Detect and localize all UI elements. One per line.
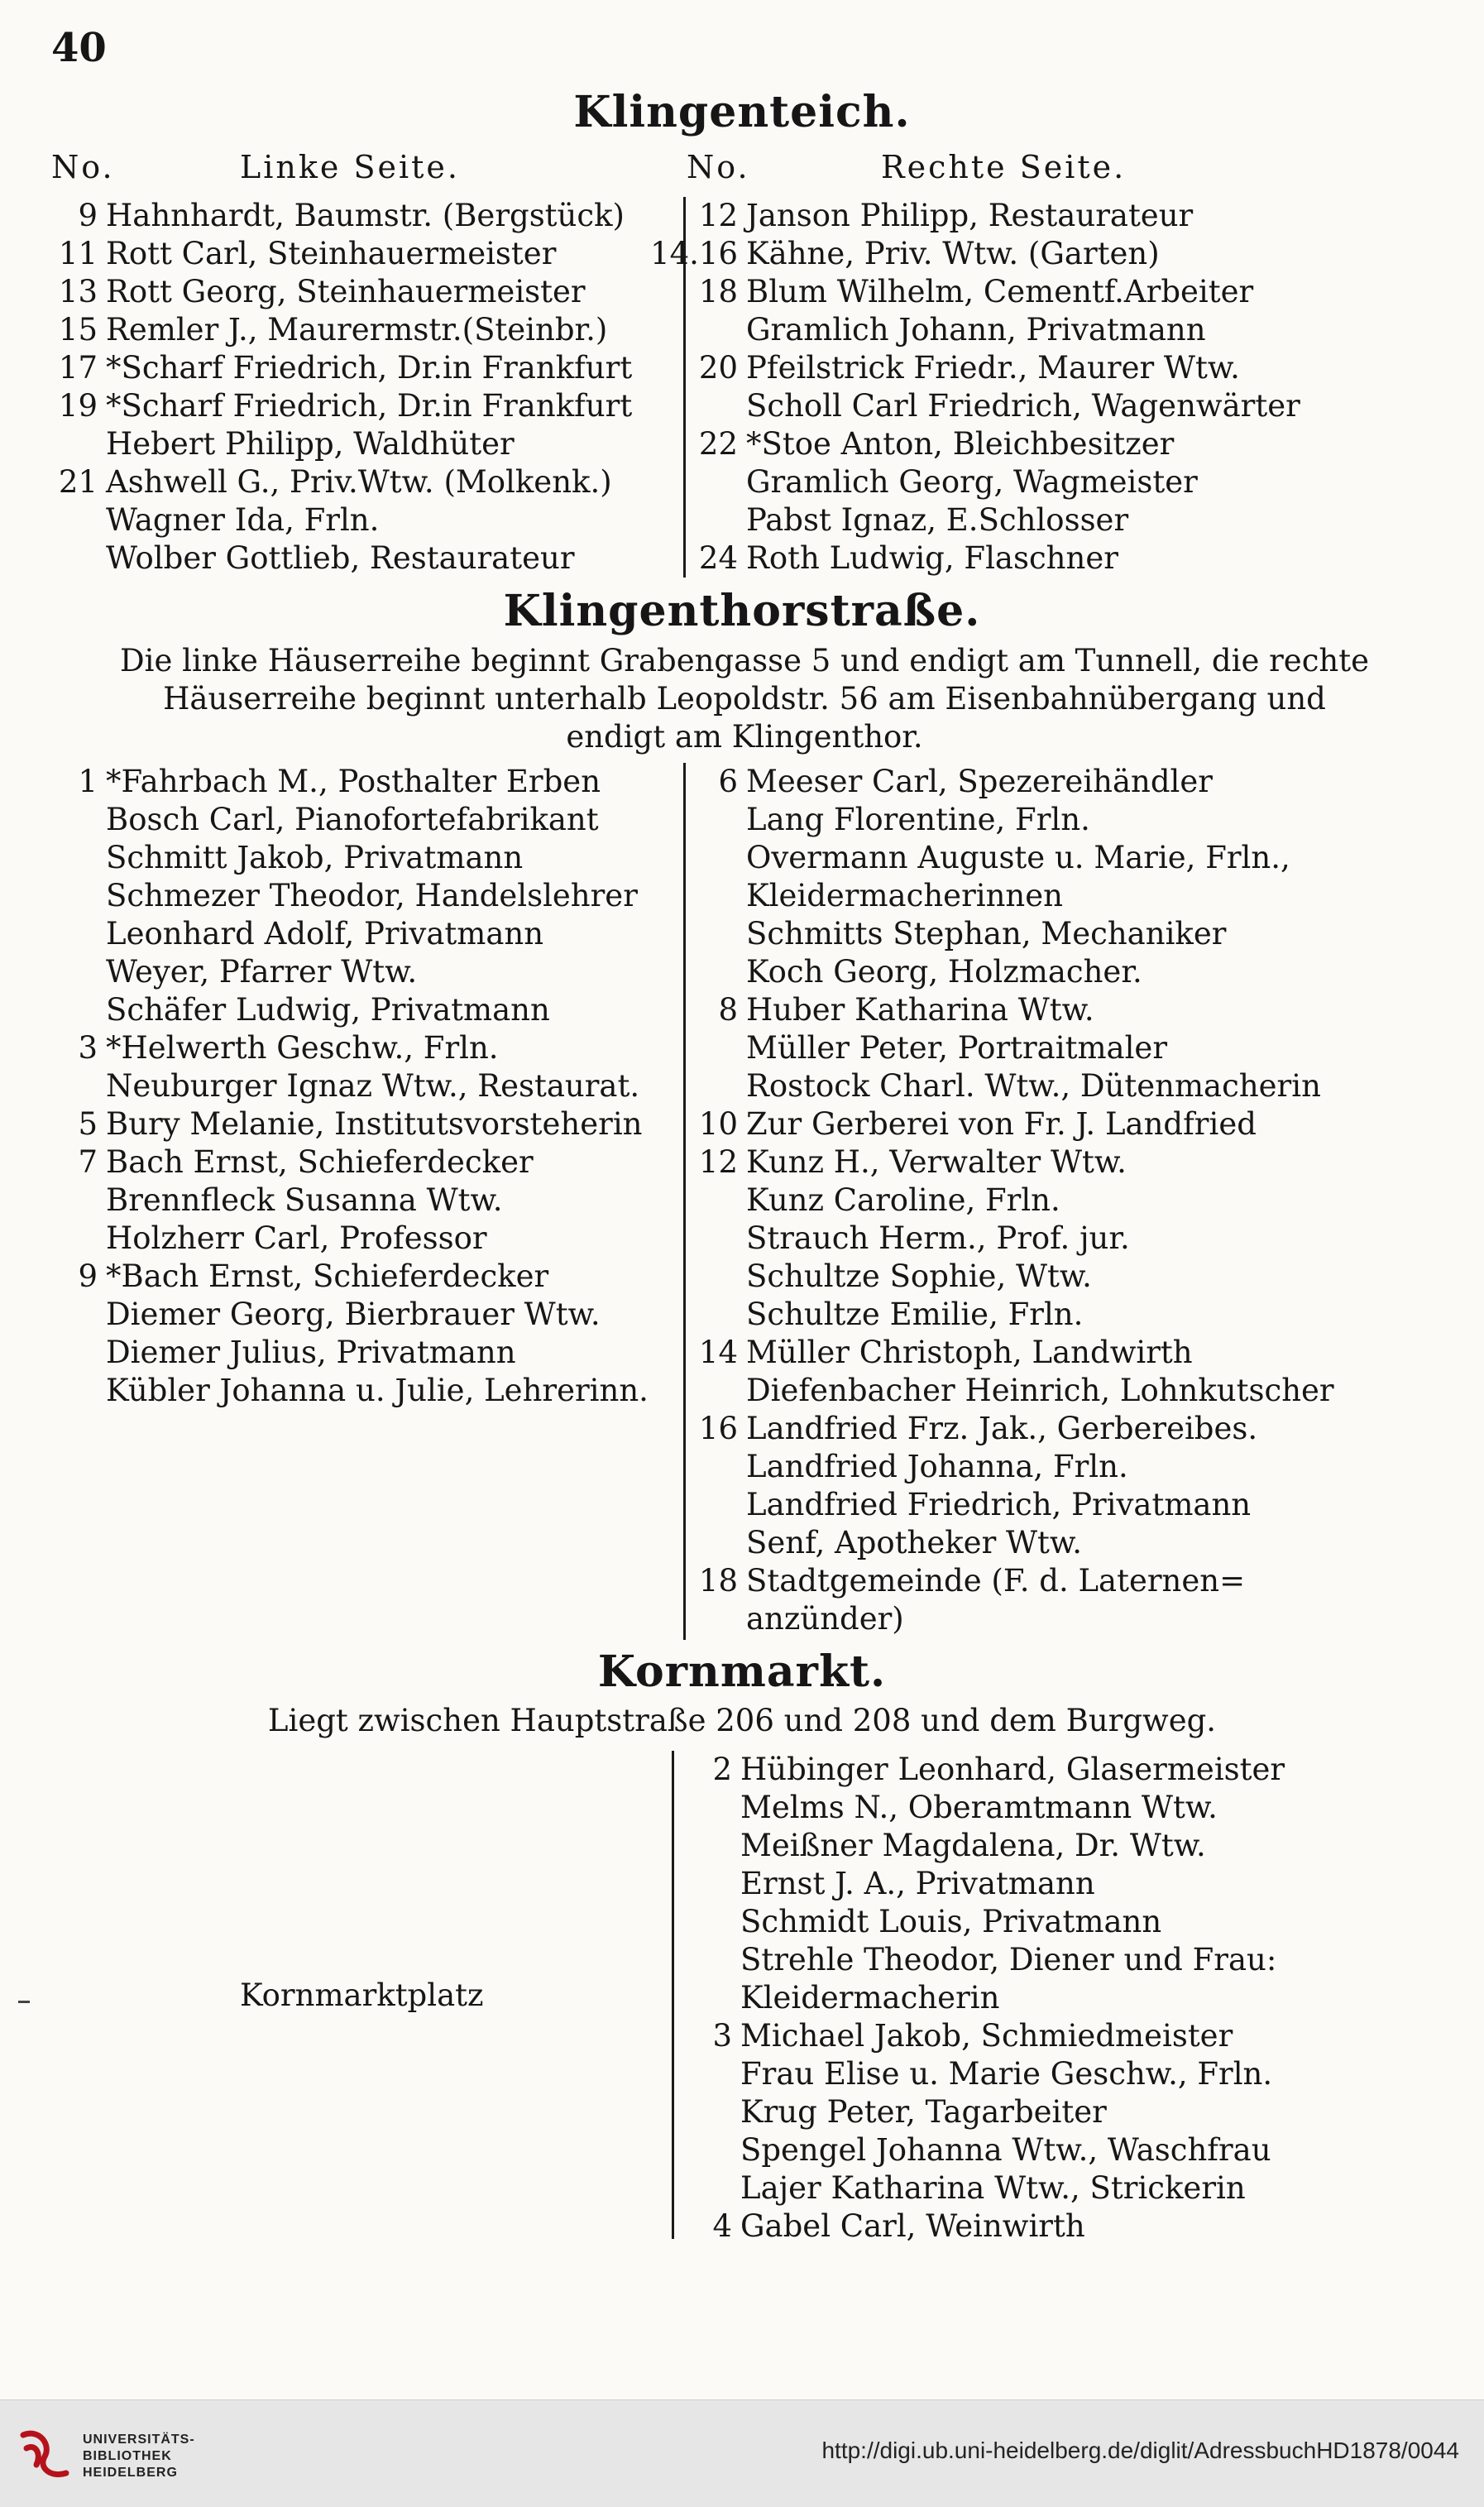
list-item (698, 539, 1449, 578)
list-item (740, 1979, 1452, 2017)
list-item (746, 953, 1449, 991)
list-item (698, 1562, 1449, 1600)
list-item (58, 235, 677, 273)
house-number: 5 (78, 1106, 98, 1142)
list-item (740, 1903, 1452, 1941)
resident-entry: Leonhard Adolf, Privatmann (106, 916, 544, 952)
list-item (746, 1182, 1449, 1220)
list-item (698, 1334, 1449, 1372)
resident-entry: Brennfleck Susanna Wtw. (106, 1182, 503, 1218)
column-divider-klingenthorstrasse (683, 763, 686, 1640)
resident-entry: Pfeilstrick Friedr., Maurer Wtw. (746, 350, 1240, 386)
house-number: 9 (78, 1258, 98, 1294)
kornmarkt-intro: Liegt zwischen Hauptstraße 206 und 208 und dem Burgweg. (267, 1703, 1217, 1738)
house-number: 17 (58, 350, 98, 386)
list-item (746, 915, 1449, 953)
house-number: 2 (712, 1752, 732, 1787)
resident-entry: Gramlich Georg, Wagmeister (746, 464, 1198, 500)
list-item (698, 197, 1449, 235)
house-number: 9 (78, 198, 98, 233)
list-item (712, 2207, 1452, 2246)
resident-entry: Holzherr Carl, Professor (106, 1220, 487, 1256)
list-item (58, 387, 677, 425)
list-item (698, 1105, 1449, 1143)
resident-entry: Bach Ernst, Schieferdecker (106, 1144, 534, 1180)
resident-entry: Schmitts Stephan, Mechaniker (746, 916, 1227, 952)
resident-entry: anzünder) (746, 1601, 904, 1637)
list-item (58, 349, 677, 387)
list-item (740, 1865, 1452, 1903)
resident-entry: Schmitt Jakob, Privatmann (106, 840, 524, 875)
list-item (698, 425, 1449, 463)
house-number: 6 (718, 764, 738, 799)
list-item (698, 1143, 1449, 1182)
list-item (106, 1067, 677, 1105)
margin-mark (18, 2001, 30, 2003)
resident-entry: Zur Gerberei von Fr. J. Landfried (746, 1106, 1257, 1142)
resident-entry: Kähne, Priv. Wtw. (Garten) (746, 236, 1160, 271)
resident-entry: Rott Carl, Steinhauermeister (106, 236, 557, 271)
resident-entry: Lajer Katharina Wtw., Strickerin (740, 2170, 1246, 2206)
list-item (78, 1143, 677, 1182)
resident-entry: Ashwell G., Priv.Wtw. (Molkenk.) (106, 464, 612, 500)
left-header-side: Linke Seite. (240, 149, 460, 185)
resident-entry: Landfried Johanna, Frln. (746, 1449, 1128, 1484)
resident-entry: Lang Florentine, Frln. (746, 802, 1090, 837)
resident-entry: Müller Christoph, Landwirth (746, 1335, 1193, 1370)
list-item (712, 2017, 1452, 2055)
resident-entry: Müller Peter, Portraitmaler (746, 1030, 1168, 1066)
list-item (106, 953, 677, 991)
list-item (650, 235, 1449, 273)
list-item (740, 2055, 1452, 2093)
page-number: 40 (51, 25, 107, 71)
resident-entry: Strehle Theodor, Diener und Frau: (740, 1942, 1277, 1977)
house-number: 7 (78, 1144, 98, 1180)
list-item (746, 1524, 1449, 1562)
resident-entry: *Fahrbach M., Posthalter Erben (106, 764, 601, 799)
house-number: 21 (58, 464, 98, 500)
house-number: 10 (698, 1106, 738, 1142)
footer-bar (0, 2399, 1484, 2507)
resident-entry: Michael Jakob, Schmiedmeister (740, 2018, 1233, 2054)
resident-entry: Neuburger Ignaz Wtw., Restaurat. (106, 1068, 640, 1104)
list-item (746, 877, 1449, 915)
list-item (746, 1296, 1449, 1334)
resident-entry: Janson Philipp, Restaurateur (746, 198, 1194, 233)
list-item (58, 311, 677, 349)
library-name-line: BIBLIOTHEK (83, 2449, 172, 2463)
house-number: 4 (712, 2208, 732, 2244)
resident-entry: Hahnhardt, Baumstr. (Bergstück) (106, 198, 625, 233)
house-number: 18 (698, 274, 738, 309)
list-item (106, 1372, 677, 1410)
resident-entry: Gabel Carl, Weinwirth (740, 2208, 1085, 2244)
house-number: 14 (698, 1335, 738, 1370)
resident-entry: Rott Georg, Steinhauermeister (106, 274, 586, 309)
resident-entry: Hübinger Leonhard, Glasermeister (740, 1752, 1285, 1787)
list-item (746, 1029, 1449, 1067)
list-item (106, 877, 677, 915)
list-item (746, 839, 1449, 877)
list-item (746, 1220, 1449, 1258)
house-number: 18 (698, 1563, 738, 1599)
resident-entry: Wagner Ida, Frln. (106, 502, 380, 538)
resident-entry: Kleidermacherinnen (746, 878, 1063, 913)
list-item (58, 273, 677, 311)
resident-entry: Meeser Carl, Spezereihändler (746, 764, 1213, 799)
list-item (740, 2093, 1452, 2131)
resident-entry: Huber Katharina Wtw. (746, 992, 1094, 1028)
column-divider-kornmarkt (672, 1751, 674, 2239)
library-logo-icon (15, 2425, 74, 2483)
resident-entry: Strauch Herm., Prof. jur. (746, 1220, 1130, 1256)
resident-entry: Senf, Apotheker Wtw. (746, 1525, 1082, 1560)
list-item (746, 1486, 1449, 1524)
resident-entry: *Bach Ernst, Schieferdecker (106, 1258, 549, 1294)
resident-entry: Diefenbacher Heinrich, Lohnkutscher (746, 1373, 1334, 1408)
section-title-klingenthorstrasse: Klingenthorstraße. (503, 586, 981, 636)
list-item (106, 1220, 677, 1258)
house-number: 19 (58, 388, 98, 424)
intro-line: endigt am Klingenthor. (566, 719, 923, 755)
resident-entry: Hebert Philipp, Waldhüter (106, 426, 515, 462)
resident-entry: Diemer Julius, Privatmann (106, 1335, 516, 1370)
list-item (106, 1182, 677, 1220)
list-item (106, 801, 677, 839)
house-number: 24 (698, 540, 738, 576)
house-number: 22 (698, 426, 738, 462)
list-item (698, 1410, 1449, 1448)
resident-entry: Koch Georg, Holzmacher. (746, 954, 1142, 990)
resident-entry: Diemer Georg, Bierbrauer Wtw. (106, 1297, 601, 1332)
list-item (58, 463, 677, 501)
list-item (698, 273, 1449, 311)
intro-line: Häuserreihe beginnt unterhalb Leopoldstr. 56 am Eisenbahnübergang und (163, 681, 1326, 717)
list-item (746, 1600, 1449, 1638)
resident-entry: Weyer, Pfarrer Wtw. (106, 954, 418, 990)
list-item (746, 1448, 1449, 1486)
list-item (78, 1258, 677, 1296)
resident-entry: Schultze Emilie, Frln. (746, 1297, 1084, 1332)
resident-entry: *Scharf Friedrich, Dr.in Frankfurt (106, 350, 633, 386)
resident-entry: Roth Ludwig, Flaschner (746, 540, 1118, 576)
list-item (746, 1372, 1449, 1410)
resident-entry: Overmann Auguste u. Marie, Frln., (746, 840, 1290, 875)
resident-entry: Kunz H., Verwalter Wtw. (746, 1144, 1127, 1180)
resident-entry: Wolber Gottlieb, Restaurateur (106, 540, 575, 576)
house-number: 11 (58, 236, 98, 271)
list-item (106, 839, 677, 877)
list-item (746, 387, 1449, 425)
resident-entry: Rostock Charl. Wtw., Dütenmacherin (746, 1068, 1321, 1104)
list-item (78, 197, 677, 235)
list-item (78, 1105, 677, 1143)
house-number: 3 (712, 2018, 732, 2054)
resident-entry: Blum Wilhelm, Cementf.Arbeiter (746, 274, 1254, 309)
resident-entry: Bury Melanie, Institutsvorsteherin (106, 1106, 643, 1142)
klingenthorstrasse-intro (45, 642, 1443, 756)
library-name-line: UNIVERSITÄTS- (83, 2433, 195, 2447)
list-item (740, 1789, 1452, 1827)
list-item (746, 1067, 1449, 1105)
library-name (83, 2432, 195, 2481)
resident-entry: *Scharf Friedrich, Dr.in Frankfurt (106, 388, 633, 424)
source-url-link[interactable]: http://digi.ub.uni-heidelberg.de/diglit/AdressbuchHD1878/0044 (821, 2437, 1459, 2463)
house-number: 15 (58, 312, 98, 348)
list-item (718, 763, 1449, 801)
left-header-no: No. (51, 149, 115, 185)
list-item (78, 763, 677, 801)
list-item (712, 1751, 1452, 1789)
section-title-kornmarkt: Kornmarkt. (597, 1647, 887, 1697)
list-item (106, 425, 677, 463)
resident-entry: Schäfer Ludwig, Privatmann (106, 992, 550, 1028)
resident-entry: Meißner Magdalena, Dr. Wtw. (740, 1828, 1206, 1863)
list-item (746, 801, 1449, 839)
resident-entry: Schmidt Louis, Privatmann (740, 1904, 1162, 1939)
list-item (740, 2169, 1452, 2207)
house-number: 1 (78, 764, 98, 799)
house-number: 8 (718, 992, 738, 1028)
list-item (746, 311, 1449, 349)
list-item (106, 1334, 677, 1372)
house-number: 20 (698, 350, 738, 386)
resident-entry: *Helwerth Geschw., Frln. (106, 1030, 499, 1066)
list-item (740, 1941, 1452, 1979)
resident-entry: Melms N., Oberamtmann Wtw. (740, 1790, 1218, 1825)
list-item (78, 1029, 677, 1067)
list-item (718, 991, 1449, 1029)
list-item (740, 2131, 1452, 2169)
resident-entry: Bosch Carl, Pianofortefabrikant (106, 802, 599, 837)
resident-entry: Gramlich Johann, Privatmann (746, 312, 1206, 348)
list-item (106, 501, 677, 539)
list-item (106, 915, 677, 953)
resident-entry: Landfried Friedrich, Privatmann (746, 1487, 1252, 1522)
resident-entry: Frau Elise u. Marie Geschw., Frln. (740, 2056, 1273, 2092)
resident-entry: Spengel Johanna Wtw., Waschfrau (740, 2132, 1271, 2168)
resident-entry: Krug Peter, Tagarbeiter (740, 2094, 1107, 2130)
section-title-klingenteich: Klingenteich. (573, 87, 911, 137)
resident-entry: Schmezer Theodor, Handelslehrer (106, 878, 638, 913)
resident-entry: Stadtgemeinde (F. d. Laternen= (746, 1563, 1246, 1599)
list-item (106, 539, 677, 578)
library-name-line: HEIDELBERG (83, 2466, 178, 2480)
resident-entry: Kleidermacherin (740, 1980, 1000, 2016)
list-item (106, 991, 677, 1029)
right-header-no: No. (687, 149, 750, 185)
list-item (698, 349, 1449, 387)
list-item (106, 1296, 677, 1334)
right-header-side: Rechte Seite. (881, 149, 1127, 185)
kornmarktplatz-label: Kornmarktplatz (240, 1977, 484, 2013)
house-number: 12 (698, 1144, 738, 1180)
resident-entry: Pabst Ignaz, E.Schlosser (746, 502, 1129, 538)
house-number: 14.16 (650, 236, 738, 271)
resident-entry: *Stoe Anton, Bleichbesitzer (746, 426, 1175, 462)
house-number: 16 (698, 1411, 738, 1446)
intro-line: Die linke Häuserreihe beginnt Grabengasse 5 und endigt am Tunnell, die rechte (119, 643, 1370, 678)
resident-entry: Ernst J. A., Privatmann (740, 1866, 1095, 1901)
house-number: 13 (58, 274, 98, 309)
house-number: 3 (78, 1030, 98, 1066)
list-item (746, 1258, 1449, 1296)
resident-entry: Kübler Johanna u. Julie, Lehrerinn. (106, 1373, 649, 1408)
list-item (746, 501, 1449, 539)
house-number: 12 (698, 198, 738, 233)
resident-entry: Remler J., Maurermstr.(Steinbr.) (106, 312, 608, 348)
resident-entry: Kunz Caroline, Frln. (746, 1182, 1060, 1218)
resident-entry: Schultze Sophie, Wtw. (746, 1258, 1092, 1294)
list-item (746, 463, 1449, 501)
resident-entry: Landfried Frz. Jak., Gerbereibes. (746, 1411, 1258, 1446)
list-item (740, 1827, 1452, 1865)
resident-entry: Scholl Carl Friedrich, Wagenwärter (746, 388, 1300, 424)
